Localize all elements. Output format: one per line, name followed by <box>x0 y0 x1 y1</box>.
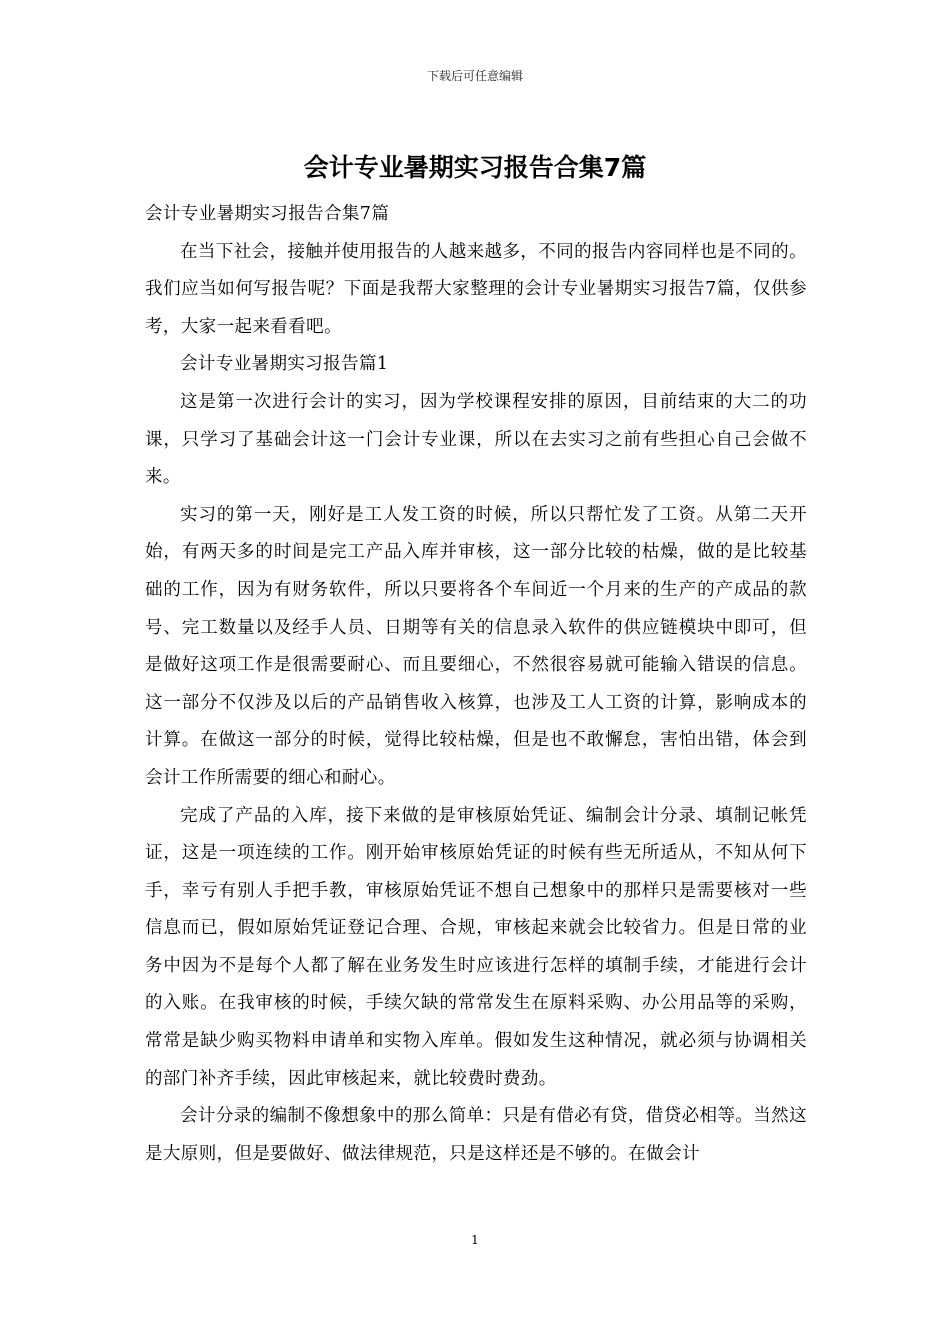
header-note: 下载后可任意编辑 <box>426 69 523 83</box>
body-paragraph: 会计分录的编制不像想象中的那么简单：只是有借必有贷，借贷必相等。当然这是大原则，但是要做好、做法律规范，只是这样还是不够的。在做会计 <box>145 1106 807 1164</box>
body-paragraph: 在当下社会，接触并使用报告的人越来越多，不同的报告内容同样也是不同的。我们应当如何写报告呢？下面是我帮大家整理的会计专业暑期实习报告7篇，仅供参考，大家一起来看看吧。 <box>145 241 807 337</box>
body-paragraph: 会计专业暑期实习报告合集7篇 <box>145 204 390 224</box>
body-paragraph: 完成了产品的入库，接下来做的是审核原始凭证、编制会计分录、填制记帐凭证，这是一项连续的工作。刚开始审核原始凭证的时候有些无所适从，不知从何下手，幸亏有别人手把手教，审核原始凭证不想自己想象中的那样只是需要核对一些信息而已，假如原始凭证登记合理、合规，审核起来就会比较省力。但是日常的业务中因为不是每个人都了解在业务发生时应该进行怎样的填制手续，才能进行会计的入账。在我审核的时候，手续欠缺的常常发生在原料采购、办公用品等的采购，常常是缺少购买物料申请单和实物入库单。假如发生这种情况，就必须与协调相关的部门补齐手续，因此审核起来，就比较费时费劲。 <box>145 805 807 1089</box>
section-heading: 会计专业暑期实习报告篇1 <box>180 354 389 375</box>
document-body <box>145 196 807 1173</box>
page-number: 1 <box>471 1233 479 1247</box>
document-title: 会计专业暑期实习报告合集7篇 <box>303 153 647 182</box>
body-paragraph: 这是第一次进行会计的实习，因为学校课程安排的原因，目前结束的大二的功课，只学习了基础会计这一门会计专业课，所以在去实习之前有些担心自己会做不来。 <box>145 391 807 488</box>
body-paragraph: 实习的第一天，刚好是工人发工资的时候，所以只帮忙发了工资。从第二天开始，有两天多的时间是完工产品入库并审核，这一部分比较的枯燥，做的是比较基础的工作，因为有财务软件，所以只要将各个车间近一个月来的生产的产成品的款号、完工数量以及经手人员、日期等有关的信息录入软件的供应链模块中即可，但是做好这项工作是很需要耐心、而且要细心，不然很容易就可能输入错误的信息。这一部分不仅涉及以后的产品销售收入核算，也涉及工人工资的计算，影响成本的计算。在做这一部分的时候，觉得比较枯燥，但是也不敢懈怠，害怕出错，体会到会计工作所需要的细心和耐心。 <box>145 504 807 788</box>
